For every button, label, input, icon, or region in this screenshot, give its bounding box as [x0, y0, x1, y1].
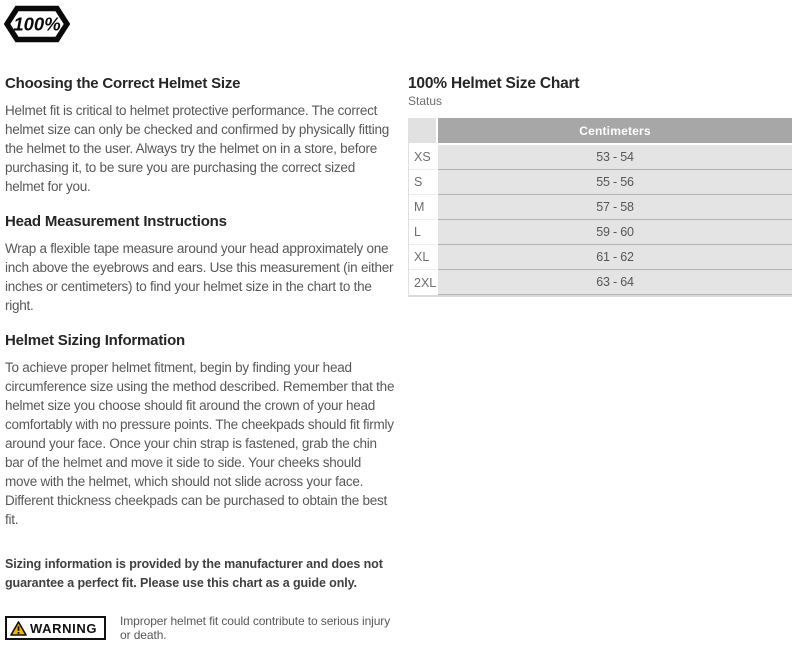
- warning-badge: [5, 616, 106, 640]
- centimeters-value-cell: 61 - 62: [438, 245, 792, 270]
- size-chart-column: [408, 75, 792, 297]
- size-label-cell: M: [409, 195, 436, 220]
- size-label-cell: S: [409, 170, 436, 195]
- size-table-body: [409, 145, 792, 295]
- table-row: [409, 170, 792, 195]
- table-row: [409, 195, 792, 220]
- table-row: [409, 145, 792, 170]
- table-header-row: [409, 118, 792, 143]
- warning-label: WARNING: [30, 620, 98, 636]
- sizing-info-column: [5, 75, 395, 642]
- centimeters-value-cell: 53 - 54: [438, 145, 792, 170]
- section-body: Wrap a flexible tape measure around your head approximately one inch above the eyebrows and ears. Use this measurement (in either inches or centimeters) to find your helmet size in the chart to the right.: [5, 241, 394, 313]
- table-row: [409, 220, 792, 245]
- size-chart-table: [408, 118, 792, 297]
- table-row: [409, 245, 792, 270]
- section-heading: Head Measurement Instructions: [5, 213, 227, 230]
- size-label-cell: L: [409, 220, 436, 245]
- centimeters-value-cell: 59 - 60: [438, 220, 792, 245]
- size-column-header-cell: [409, 118, 436, 143]
- size-label-cell: 2XL: [409, 270, 436, 295]
- section-helmet-sizing: [5, 332, 395, 529]
- section-head-measurement: [5, 213, 395, 315]
- centimeters-value-cell: 55 - 56: [438, 170, 792, 195]
- brand-100percent-logo-icon: [4, 5, 70, 43]
- table-row: [409, 270, 792, 295]
- centimeters-column-header: Centimeters: [438, 118, 792, 143]
- section-body: To achieve proper helmet fitment, begin by finding your head circumference size using the method described. Remember that the helmet size you choose should fit around the crown of your head comfortably with no pressure points. The cheekpads should fit firmly around your face. Once your chin strap is fastened, grab the chin bar of the helmet and move it side to side. Your cheeks should move with the helmet, which should not slide across your face. Different thickness cheekpads can be purchased to obtain the best fit.: [5, 360, 395, 527]
- centimeters-value-cell: 63 - 64: [438, 270, 792, 295]
- section-choosing-size: [5, 75, 395, 196]
- warning-triangle-icon: [10, 621, 27, 636]
- section-body: Helmet fit is critical to helmet protective performance. The correct helmet size can only be checked and confirmed by physically fitting the helmet to the user. Always try the helmet on in a store, before purchasing it, to be sure you are purchasing the correct sized helmet for you.: [5, 103, 389, 194]
- manufacturer-disclaimer: Sizing information is provided by the manufacturer and does not guarantee a perfect fit. Please use this chart as a guide only.: [5, 557, 383, 590]
- centimeters-value-cell: 57 - 58: [438, 195, 792, 220]
- size-label-cell: XS: [409, 145, 436, 170]
- warning-note: Improper helmet fit could contribute to serious injury or death.: [120, 614, 391, 642]
- size-chart-status-label: Status: [408, 94, 443, 108]
- section-heading: Choosing the Correct Helmet Size: [5, 75, 241, 92]
- size-chart-title: 100% Helmet Size Chart: [408, 75, 580, 92]
- size-label-cell: XL: [409, 245, 436, 270]
- logo-text: 100%: [13, 13, 61, 35]
- section-heading: Helmet Sizing Information: [5, 332, 186, 349]
- warning-row: [5, 614, 395, 642]
